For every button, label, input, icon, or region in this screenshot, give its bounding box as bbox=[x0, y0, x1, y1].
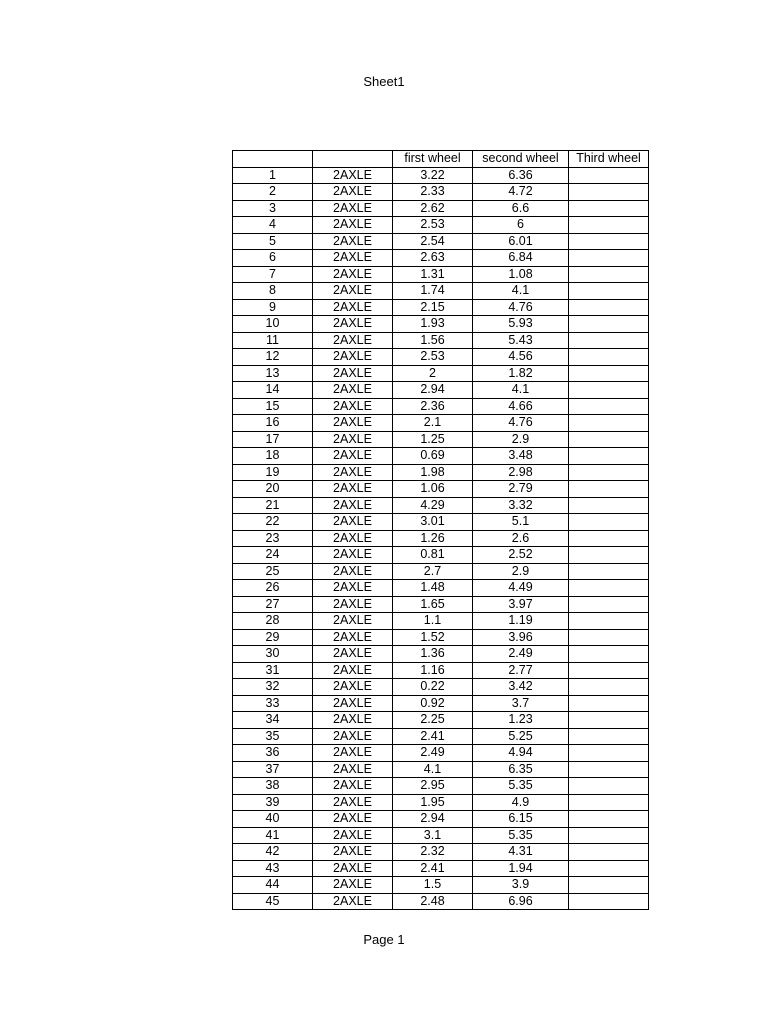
cell-third-wheel bbox=[569, 448, 649, 465]
cell-first-wheel: 1.65 bbox=[393, 596, 473, 613]
cell-first-wheel: 2.53 bbox=[393, 217, 473, 234]
cell-type: 2AXLE bbox=[313, 679, 393, 696]
table-row bbox=[233, 316, 649, 333]
table-row bbox=[233, 860, 649, 877]
cell-type: 2AXLE bbox=[313, 563, 393, 580]
table-row bbox=[233, 217, 649, 234]
cell-index: 38 bbox=[233, 778, 313, 795]
cell-first-wheel: 3.22 bbox=[393, 167, 473, 184]
cell-second-wheel: 3.96 bbox=[473, 629, 569, 646]
cell-third-wheel bbox=[569, 860, 649, 877]
cell-first-wheel: 2.15 bbox=[393, 299, 473, 316]
page-footer: Page 1 bbox=[363, 932, 405, 947]
cell-third-wheel bbox=[569, 497, 649, 514]
cell-third-wheel bbox=[569, 514, 649, 531]
cell-type: 2AXLE bbox=[313, 580, 393, 597]
cell-index: 41 bbox=[233, 827, 313, 844]
cell-second-wheel: 4.72 bbox=[473, 184, 569, 201]
header-cell-first-wheel: first wheel bbox=[393, 151, 473, 168]
cell-type: 2AXLE bbox=[313, 497, 393, 514]
cell-third-wheel bbox=[569, 217, 649, 234]
cell-type: 2AXLE bbox=[313, 794, 393, 811]
cell-index: 16 bbox=[233, 415, 313, 432]
cell-type: 2AXLE bbox=[313, 217, 393, 234]
cell-third-wheel bbox=[569, 596, 649, 613]
cell-type: 2AXLE bbox=[313, 712, 393, 729]
cell-third-wheel bbox=[569, 398, 649, 415]
cell-second-wheel: 1.23 bbox=[473, 712, 569, 729]
cell-third-wheel bbox=[569, 283, 649, 300]
cell-index: 13 bbox=[233, 365, 313, 382]
cell-third-wheel bbox=[569, 184, 649, 201]
table-row bbox=[233, 266, 649, 283]
cell-type: 2AXLE bbox=[313, 811, 393, 828]
cell-second-wheel: 6 bbox=[473, 217, 569, 234]
cell-index: 12 bbox=[233, 349, 313, 366]
cell-third-wheel bbox=[569, 778, 649, 795]
cell-first-wheel: 2.94 bbox=[393, 382, 473, 399]
cell-first-wheel: 2.41 bbox=[393, 860, 473, 877]
cell-third-wheel bbox=[569, 712, 649, 729]
cell-type: 2AXLE bbox=[313, 613, 393, 630]
cell-first-wheel: 1.95 bbox=[393, 794, 473, 811]
cell-index: 21 bbox=[233, 497, 313, 514]
cell-second-wheel: 6.6 bbox=[473, 200, 569, 217]
header-cell-type bbox=[313, 151, 393, 168]
cell-third-wheel bbox=[569, 580, 649, 597]
cell-first-wheel: 4.29 bbox=[393, 497, 473, 514]
cell-third-wheel bbox=[569, 530, 649, 547]
cell-index: 3 bbox=[233, 200, 313, 217]
cell-first-wheel: 2.94 bbox=[393, 811, 473, 828]
table-row bbox=[233, 415, 649, 432]
cell-index: 15 bbox=[233, 398, 313, 415]
cell-index: 44 bbox=[233, 877, 313, 894]
cell-second-wheel: 4.9 bbox=[473, 794, 569, 811]
cell-third-wheel bbox=[569, 827, 649, 844]
cell-type: 2AXLE bbox=[313, 646, 393, 663]
cell-second-wheel: 4.94 bbox=[473, 745, 569, 762]
cell-type: 2AXLE bbox=[313, 250, 393, 267]
cell-first-wheel: 1.93 bbox=[393, 316, 473, 333]
cell-second-wheel: 5.35 bbox=[473, 827, 569, 844]
cell-index: 11 bbox=[233, 332, 313, 349]
cell-first-wheel: 1.98 bbox=[393, 464, 473, 481]
cell-type: 2AXLE bbox=[313, 844, 393, 861]
cell-type: 2AXLE bbox=[313, 233, 393, 250]
table-row bbox=[233, 761, 649, 778]
cell-second-wheel: 1.94 bbox=[473, 860, 569, 877]
cell-first-wheel: 2.7 bbox=[393, 563, 473, 580]
cell-index: 31 bbox=[233, 662, 313, 679]
cell-first-wheel: 1.16 bbox=[393, 662, 473, 679]
cell-type: 2AXLE bbox=[313, 827, 393, 844]
cell-first-wheel: 2.49 bbox=[393, 745, 473, 762]
cell-third-wheel bbox=[569, 415, 649, 432]
cell-third-wheel bbox=[569, 794, 649, 811]
cell-type: 2AXLE bbox=[313, 745, 393, 762]
cell-type: 2AXLE bbox=[313, 349, 393, 366]
cell-third-wheel bbox=[569, 629, 649, 646]
sheet-title: Sheet1 bbox=[363, 74, 405, 89]
cell-index: 25 bbox=[233, 563, 313, 580]
table-row bbox=[233, 464, 649, 481]
cell-third-wheel bbox=[569, 349, 649, 366]
cell-type: 2AXLE bbox=[313, 877, 393, 894]
cell-second-wheel: 6.01 bbox=[473, 233, 569, 250]
cell-second-wheel: 4.49 bbox=[473, 580, 569, 597]
table-row bbox=[233, 877, 649, 894]
cell-type: 2AXLE bbox=[313, 200, 393, 217]
cell-second-wheel: 3.42 bbox=[473, 679, 569, 696]
cell-second-wheel: 5.93 bbox=[473, 316, 569, 333]
cell-first-wheel: 2.54 bbox=[393, 233, 473, 250]
cell-first-wheel: 4.1 bbox=[393, 761, 473, 778]
table-body bbox=[233, 167, 649, 910]
cell-type: 2AXLE bbox=[313, 530, 393, 547]
table-row bbox=[233, 629, 649, 646]
cell-index: 33 bbox=[233, 695, 313, 712]
cell-index: 5 bbox=[233, 233, 313, 250]
cell-second-wheel: 2.6 bbox=[473, 530, 569, 547]
cell-type: 2AXLE bbox=[313, 167, 393, 184]
cell-first-wheel: 2.25 bbox=[393, 712, 473, 729]
cell-type: 2AXLE bbox=[313, 778, 393, 795]
cell-third-wheel bbox=[569, 811, 649, 828]
cell-first-wheel: 3.01 bbox=[393, 514, 473, 531]
cell-second-wheel: 6.36 bbox=[473, 167, 569, 184]
cell-index: 36 bbox=[233, 745, 313, 762]
cell-second-wheel: 5.1 bbox=[473, 514, 569, 531]
cell-third-wheel bbox=[569, 893, 649, 910]
cell-second-wheel: 4.31 bbox=[473, 844, 569, 861]
cell-index: 19 bbox=[233, 464, 313, 481]
table-row bbox=[233, 250, 649, 267]
table-row bbox=[233, 728, 649, 745]
table-row bbox=[233, 778, 649, 795]
cell-type: 2AXLE bbox=[313, 382, 393, 399]
cell-index: 26 bbox=[233, 580, 313, 597]
cell-second-wheel: 3.9 bbox=[473, 877, 569, 894]
table-row bbox=[233, 827, 649, 844]
table-row bbox=[233, 679, 649, 696]
table-row bbox=[233, 695, 649, 712]
cell-third-wheel bbox=[569, 761, 649, 778]
cell-type: 2AXLE bbox=[313, 728, 393, 745]
cell-third-wheel bbox=[569, 481, 649, 498]
cell-index: 23 bbox=[233, 530, 313, 547]
table-row bbox=[233, 167, 649, 184]
table-row bbox=[233, 745, 649, 762]
cell-index: 18 bbox=[233, 448, 313, 465]
cell-index: 27 bbox=[233, 596, 313, 613]
cell-third-wheel bbox=[569, 233, 649, 250]
cell-second-wheel: 1.19 bbox=[473, 613, 569, 630]
cell-second-wheel: 6.35 bbox=[473, 761, 569, 778]
table-row bbox=[233, 580, 649, 597]
cell-index: 22 bbox=[233, 514, 313, 531]
cell-index: 20 bbox=[233, 481, 313, 498]
cell-second-wheel: 5.43 bbox=[473, 332, 569, 349]
cell-third-wheel bbox=[569, 877, 649, 894]
cell-third-wheel bbox=[569, 844, 649, 861]
cell-second-wheel: 5.25 bbox=[473, 728, 569, 745]
table-row bbox=[233, 365, 649, 382]
cell-second-wheel: 2.9 bbox=[473, 563, 569, 580]
table-row bbox=[233, 844, 649, 861]
cell-second-wheel: 4.1 bbox=[473, 382, 569, 399]
cell-first-wheel: 1.56 bbox=[393, 332, 473, 349]
cell-type: 2AXLE bbox=[313, 893, 393, 910]
cell-first-wheel: 2.48 bbox=[393, 893, 473, 910]
cell-second-wheel: 1.82 bbox=[473, 365, 569, 382]
cell-index: 37 bbox=[233, 761, 313, 778]
cell-index: 39 bbox=[233, 794, 313, 811]
cell-first-wheel: 1.31 bbox=[393, 266, 473, 283]
cell-type: 2AXLE bbox=[313, 184, 393, 201]
cell-first-wheel: 2.1 bbox=[393, 415, 473, 432]
table-row bbox=[233, 514, 649, 531]
cell-index: 14 bbox=[233, 382, 313, 399]
cell-index: 40 bbox=[233, 811, 313, 828]
cell-first-wheel: 2.63 bbox=[393, 250, 473, 267]
cell-type: 2AXLE bbox=[313, 695, 393, 712]
table-row bbox=[233, 547, 649, 564]
header-cell-second-wheel: second wheel bbox=[473, 151, 569, 168]
cell-first-wheel: 2 bbox=[393, 365, 473, 382]
cell-index: 7 bbox=[233, 266, 313, 283]
table-row bbox=[233, 283, 649, 300]
table-row bbox=[233, 497, 649, 514]
cell-second-wheel: 6.96 bbox=[473, 893, 569, 910]
cell-index: 24 bbox=[233, 547, 313, 564]
header-cell-index bbox=[233, 151, 313, 168]
cell-type: 2AXLE bbox=[313, 464, 393, 481]
cell-second-wheel: 5.35 bbox=[473, 778, 569, 795]
cell-third-wheel bbox=[569, 266, 649, 283]
table-row bbox=[233, 811, 649, 828]
cell-first-wheel: 1.1 bbox=[393, 613, 473, 630]
cell-first-wheel: 1.48 bbox=[393, 580, 473, 597]
cell-type: 2AXLE bbox=[313, 547, 393, 564]
cell-third-wheel bbox=[569, 332, 649, 349]
cell-second-wheel: 4.56 bbox=[473, 349, 569, 366]
header-cell-third-wheel: Third wheel bbox=[569, 151, 649, 168]
cell-second-wheel: 3.48 bbox=[473, 448, 569, 465]
table-row bbox=[233, 448, 649, 465]
cell-third-wheel bbox=[569, 316, 649, 333]
table-row bbox=[233, 431, 649, 448]
cell-type: 2AXLE bbox=[313, 431, 393, 448]
cell-first-wheel: 0.81 bbox=[393, 547, 473, 564]
cell-first-wheel: 1.52 bbox=[393, 629, 473, 646]
cell-second-wheel: 2.49 bbox=[473, 646, 569, 663]
cell-third-wheel bbox=[569, 745, 649, 762]
cell-third-wheel bbox=[569, 299, 649, 316]
table-row bbox=[233, 893, 649, 910]
table-header bbox=[233, 151, 649, 168]
cell-type: 2AXLE bbox=[313, 266, 393, 283]
cell-second-wheel: 3.32 bbox=[473, 497, 569, 514]
cell-type: 2AXLE bbox=[313, 283, 393, 300]
cell-type: 2AXLE bbox=[313, 365, 393, 382]
cell-index: 30 bbox=[233, 646, 313, 663]
table-row bbox=[233, 563, 649, 580]
table-row bbox=[233, 332, 649, 349]
cell-type: 2AXLE bbox=[313, 415, 393, 432]
cell-index: 42 bbox=[233, 844, 313, 861]
cell-first-wheel: 0.92 bbox=[393, 695, 473, 712]
cell-first-wheel: 1.06 bbox=[393, 481, 473, 498]
cell-type: 2AXLE bbox=[313, 448, 393, 465]
cell-third-wheel bbox=[569, 728, 649, 745]
cell-first-wheel: 3.1 bbox=[393, 827, 473, 844]
cell-type: 2AXLE bbox=[313, 514, 393, 531]
table-row bbox=[233, 596, 649, 613]
table-row bbox=[233, 299, 649, 316]
table-row bbox=[233, 646, 649, 663]
table-row bbox=[233, 200, 649, 217]
table-row bbox=[233, 481, 649, 498]
table-row bbox=[233, 794, 649, 811]
table-row bbox=[233, 233, 649, 250]
cell-first-wheel: 2.62 bbox=[393, 200, 473, 217]
header-row bbox=[233, 151, 649, 168]
cell-third-wheel bbox=[569, 382, 649, 399]
cell-third-wheel bbox=[569, 464, 649, 481]
cell-index: 29 bbox=[233, 629, 313, 646]
cell-first-wheel: 2.33 bbox=[393, 184, 473, 201]
cell-index: 28 bbox=[233, 613, 313, 630]
cell-first-wheel: 0.69 bbox=[393, 448, 473, 465]
cell-type: 2AXLE bbox=[313, 481, 393, 498]
table-row bbox=[233, 382, 649, 399]
cell-second-wheel: 3.7 bbox=[473, 695, 569, 712]
cell-first-wheel: 1.25 bbox=[393, 431, 473, 448]
cell-first-wheel: 1.5 bbox=[393, 877, 473, 894]
data-table bbox=[232, 150, 649, 910]
cell-second-wheel: 4.66 bbox=[473, 398, 569, 415]
cell-second-wheel: 6.15 bbox=[473, 811, 569, 828]
cell-second-wheel: 4.76 bbox=[473, 299, 569, 316]
cell-index: 17 bbox=[233, 431, 313, 448]
cell-type: 2AXLE bbox=[313, 860, 393, 877]
cell-index: 43 bbox=[233, 860, 313, 877]
cell-second-wheel: 2.52 bbox=[473, 547, 569, 564]
cell-type: 2AXLE bbox=[313, 398, 393, 415]
cell-index: 10 bbox=[233, 316, 313, 333]
table-row bbox=[233, 712, 649, 729]
cell-type: 2AXLE bbox=[313, 299, 393, 316]
cell-third-wheel bbox=[569, 662, 649, 679]
cell-third-wheel bbox=[569, 250, 649, 267]
cell-second-wheel: 4.76 bbox=[473, 415, 569, 432]
cell-third-wheel bbox=[569, 365, 649, 382]
cell-first-wheel: 1.74 bbox=[393, 283, 473, 300]
cell-type: 2AXLE bbox=[313, 316, 393, 333]
cell-third-wheel bbox=[569, 679, 649, 696]
table-row bbox=[233, 184, 649, 201]
cell-second-wheel: 2.98 bbox=[473, 464, 569, 481]
cell-type: 2AXLE bbox=[313, 662, 393, 679]
cell-first-wheel: 0.22 bbox=[393, 679, 473, 696]
cell-index: 4 bbox=[233, 217, 313, 234]
table-row bbox=[233, 662, 649, 679]
cell-second-wheel: 1.08 bbox=[473, 266, 569, 283]
cell-third-wheel bbox=[569, 613, 649, 630]
cell-second-wheel: 2.79 bbox=[473, 481, 569, 498]
cell-index: 6 bbox=[233, 250, 313, 267]
cell-second-wheel: 2.9 bbox=[473, 431, 569, 448]
cell-second-wheel: 6.84 bbox=[473, 250, 569, 267]
cell-type: 2AXLE bbox=[313, 761, 393, 778]
cell-first-wheel: 2.36 bbox=[393, 398, 473, 415]
cell-third-wheel bbox=[569, 547, 649, 564]
cell-second-wheel: 4.1 bbox=[473, 283, 569, 300]
cell-third-wheel bbox=[569, 431, 649, 448]
table-row bbox=[233, 613, 649, 630]
cell-type: 2AXLE bbox=[313, 596, 393, 613]
cell-second-wheel: 2.77 bbox=[473, 662, 569, 679]
table-row bbox=[233, 398, 649, 415]
cell-index: 9 bbox=[233, 299, 313, 316]
cell-third-wheel bbox=[569, 200, 649, 217]
table-row bbox=[233, 530, 649, 547]
cell-first-wheel: 1.26 bbox=[393, 530, 473, 547]
cell-first-wheel: 2.95 bbox=[393, 778, 473, 795]
cell-type: 2AXLE bbox=[313, 332, 393, 349]
cell-first-wheel: 1.36 bbox=[393, 646, 473, 663]
cell-first-wheel: 2.53 bbox=[393, 349, 473, 366]
cell-index: 1 bbox=[233, 167, 313, 184]
cell-index: 35 bbox=[233, 728, 313, 745]
cell-third-wheel bbox=[569, 563, 649, 580]
cell-third-wheel bbox=[569, 646, 649, 663]
cell-third-wheel bbox=[569, 167, 649, 184]
cell-type: 2AXLE bbox=[313, 629, 393, 646]
cell-first-wheel: 2.32 bbox=[393, 844, 473, 861]
table-row bbox=[233, 349, 649, 366]
cell-first-wheel: 2.41 bbox=[393, 728, 473, 745]
cell-index: 34 bbox=[233, 712, 313, 729]
cell-index: 2 bbox=[233, 184, 313, 201]
cell-third-wheel bbox=[569, 695, 649, 712]
cell-index: 45 bbox=[233, 893, 313, 910]
cell-index: 8 bbox=[233, 283, 313, 300]
cell-index: 32 bbox=[233, 679, 313, 696]
cell-second-wheel: 3.97 bbox=[473, 596, 569, 613]
